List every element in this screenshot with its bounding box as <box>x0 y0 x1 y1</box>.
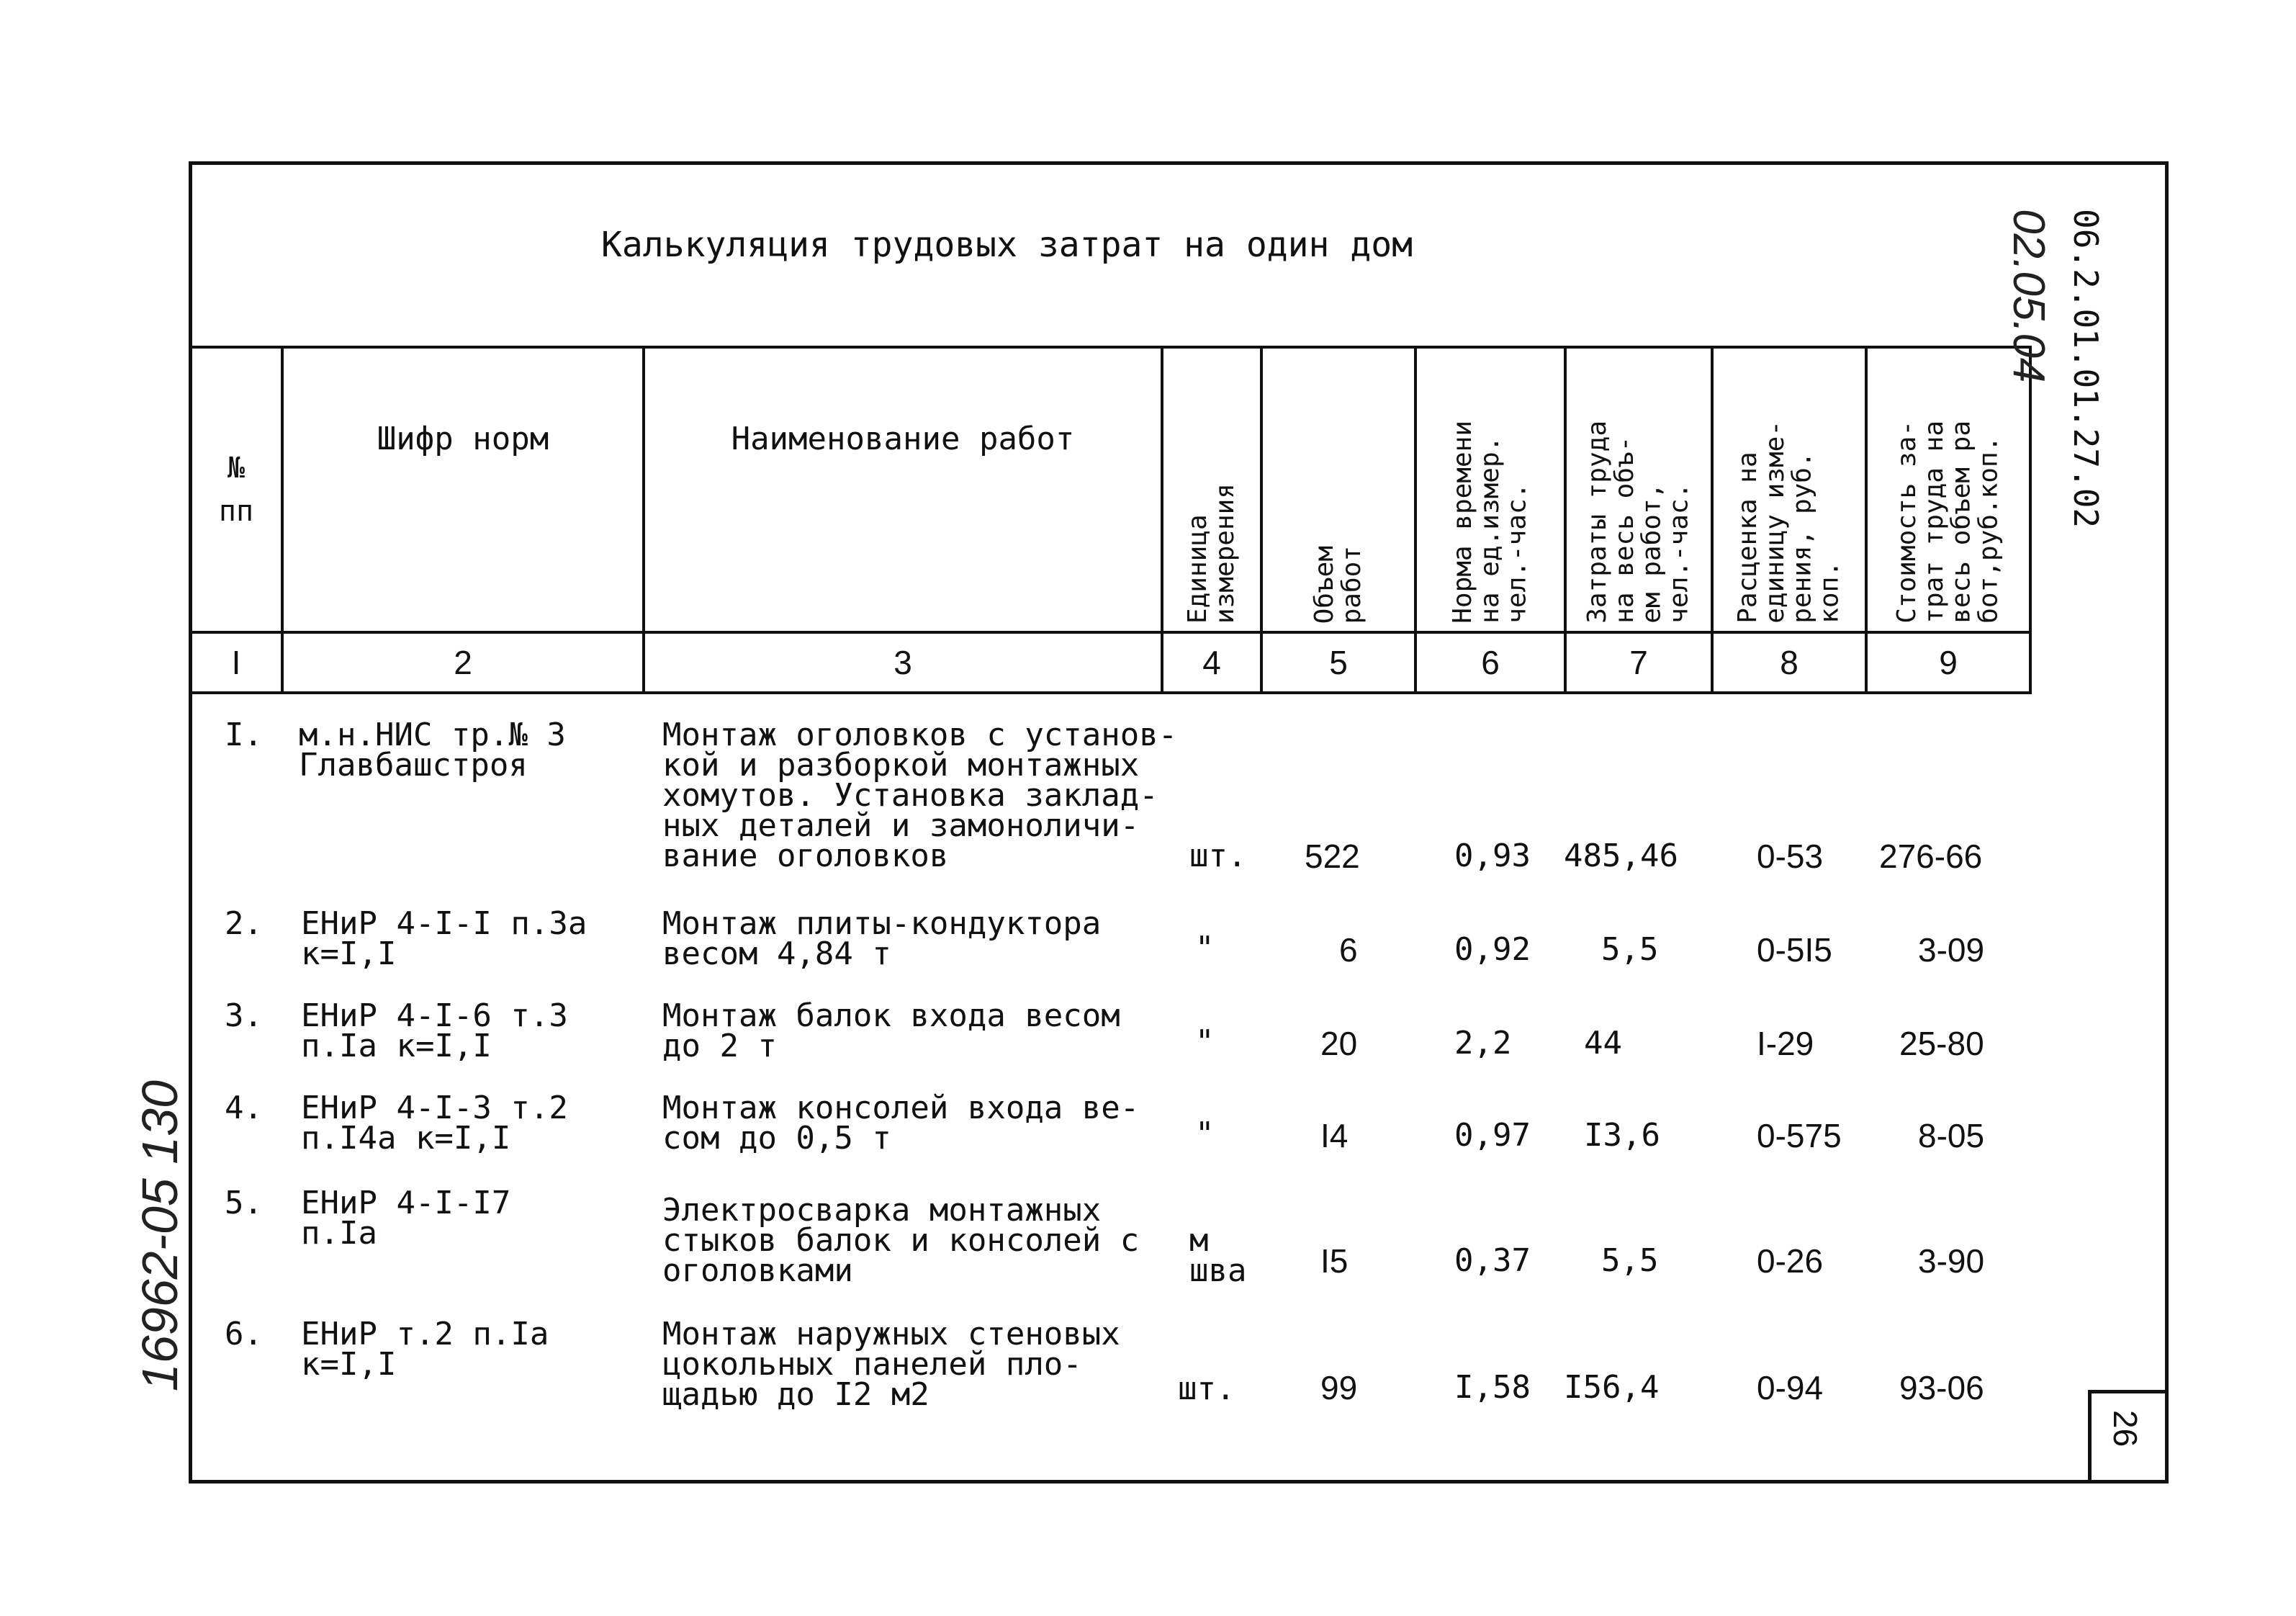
row-4-name: Монтаж консолей входа ве- сом до 0,5 т <box>662 1090 1140 1157</box>
row-2-cost: 3-09 <box>1918 931 1985 969</box>
row-1-name: Монтаж оголовков с установ- кой и разборкой монтажных хомутов. Установка заклад- ных деталей и замоноличи- вание оголовков <box>662 717 1178 874</box>
header-number-8: 8 <box>1712 632 1866 693</box>
header-number-9: 9 <box>1866 632 2030 693</box>
row-3-rate: I-29 <box>1757 1025 1814 1062</box>
row-6-norm: I,58 <box>1454 1369 1531 1406</box>
row-4-norm: 0,97 <box>1454 1117 1531 1154</box>
header-number-3: 3 <box>644 632 1162 693</box>
row-6-cost: 93-06 <box>1899 1369 1984 1406</box>
row-5-unit: м шва <box>1189 1222 1247 1289</box>
row-3-unit: " <box>1195 1023 1215 1060</box>
header-col-norm: Норма времени на ед.измер. чел.-час. <box>1415 347 1565 632</box>
header-col-unit: Единица измерения <box>1162 347 1261 632</box>
row-2-volume: 6 <box>1339 931 1358 969</box>
row-1-rate: 0-53 <box>1757 838 1824 875</box>
row-5-cost: 3-90 <box>1918 1242 1985 1280</box>
row-1-norm: 0,93 <box>1454 838 1531 874</box>
row-4-unit: " <box>1195 1116 1215 1152</box>
page-number: 26 <box>2107 1410 2144 1447</box>
row-6-unit: шт. <box>1178 1370 1235 1407</box>
row-5-number: 5. <box>225 1185 263 1221</box>
row-2-unit: " <box>1195 930 1215 966</box>
row-1-volume: 522 <box>1305 838 1360 875</box>
header-number-7: 7 <box>1565 632 1712 693</box>
row-6-rate: 0-94 <box>1757 1369 1824 1406</box>
row-5-labor: 5,5 <box>1601 1242 1659 1279</box>
header-number-6: 6 <box>1415 632 1565 693</box>
row-3-cost: 25-80 <box>1899 1025 1984 1062</box>
row-5-rate: 0-26 <box>1757 1242 1824 1280</box>
left-handwritten-number: 16962-05 130 <box>132 1080 188 1392</box>
row-6-labor: I56,4 <box>1564 1369 1660 1406</box>
header-col-cost: Стоимость за- трат труда на весь объем ра бот,руб.коп. <box>1866 347 2030 632</box>
header-col-rate: Расценка на единицу изме- рения, руб. коп. <box>1712 347 1866 632</box>
row-4-number: 4. <box>225 1090 263 1126</box>
row-1-number: I. <box>225 717 263 753</box>
row-3-volume: 20 <box>1320 1025 1358 1062</box>
row-3-number: 3. <box>225 997 263 1034</box>
document-title: Калькуляция трудовых затрат на один дом <box>601 225 1413 265</box>
row-5-code: ЕНиР 4-I-I7 п.Iа <box>301 1185 511 1252</box>
row-5-volume: I5 <box>1320 1242 1349 1280</box>
row-2-number: 2. <box>225 905 263 942</box>
row-3-code: ЕНиР 4-I-6 т.3 п.Iа к=I,I <box>301 997 568 1064</box>
header-col-name: Наименование работ <box>644 347 1162 632</box>
row-1-unit: шт. <box>1189 838 1247 874</box>
row-4-volume: I4 <box>1320 1117 1349 1154</box>
side-document-code: 06.2.01.01.27.02 <box>2066 209 2105 529</box>
header-number-1: I <box>190 632 282 693</box>
row-2-labor: 5,5 <box>1601 931 1659 968</box>
header-col-volume: Объем работ <box>1261 347 1415 632</box>
row-1-code: м.н.НИС тр.№ 3 Главбашстроя <box>299 717 566 784</box>
row-2-rate: 0-5I5 <box>1757 931 1832 969</box>
row-3-name: Монтаж балок входа весом до 2 т <box>662 997 1120 1064</box>
header-col-labor: Затраты труда на весь объ- ем работ, чел.-час. <box>1565 347 1712 632</box>
row-2-norm: 0,92 <box>1454 931 1531 968</box>
row-4-code: ЕНиР 4-I-3 т.2 п.I4а к=I,I <box>301 1090 568 1157</box>
header-number-5: 5 <box>1261 632 1415 693</box>
row-4-rate: 0-575 <box>1757 1117 1842 1154</box>
row-4-cost: 8-05 <box>1918 1117 1985 1154</box>
row-6-code: ЕНиР т.2 п.Iа к=I,I <box>301 1316 549 1383</box>
header-col-number: № пп <box>190 347 282 632</box>
row-6-number: 6. <box>225 1316 263 1352</box>
header-number-2: 2 <box>282 632 644 693</box>
row-6-volume: 99 <box>1320 1369 1358 1406</box>
row-1-cost: 276-66 <box>1879 838 1983 875</box>
row-2-code: ЕНиР 4-I-I п.3а к=I,I <box>301 905 587 972</box>
row-3-labor: 44 <box>1584 1025 1622 1061</box>
header-col-code: Шифр норм <box>282 347 644 632</box>
row-5-name: Электросварка монтажных стыков балок и консолей с оголовками <box>662 1192 1140 1289</box>
row-5-norm: 0,37 <box>1454 1242 1531 1279</box>
row-6-name: Монтаж наружных стеновых цокольных панелей пло- щадью до I2 м2 <box>662 1316 1120 1413</box>
row-4-labor: I3,6 <box>1584 1117 1660 1154</box>
row-3-norm: 2,2 <box>1454 1025 1512 1061</box>
header-number-4: 4 <box>1162 632 1261 693</box>
row-1-labor: 485,46 <box>1564 838 1678 874</box>
row-2-name: Монтаж плиты-кондуктора весом 4,84 т <box>662 905 1102 972</box>
side-handwritten-code: 02.05.04 <box>2004 209 2053 383</box>
